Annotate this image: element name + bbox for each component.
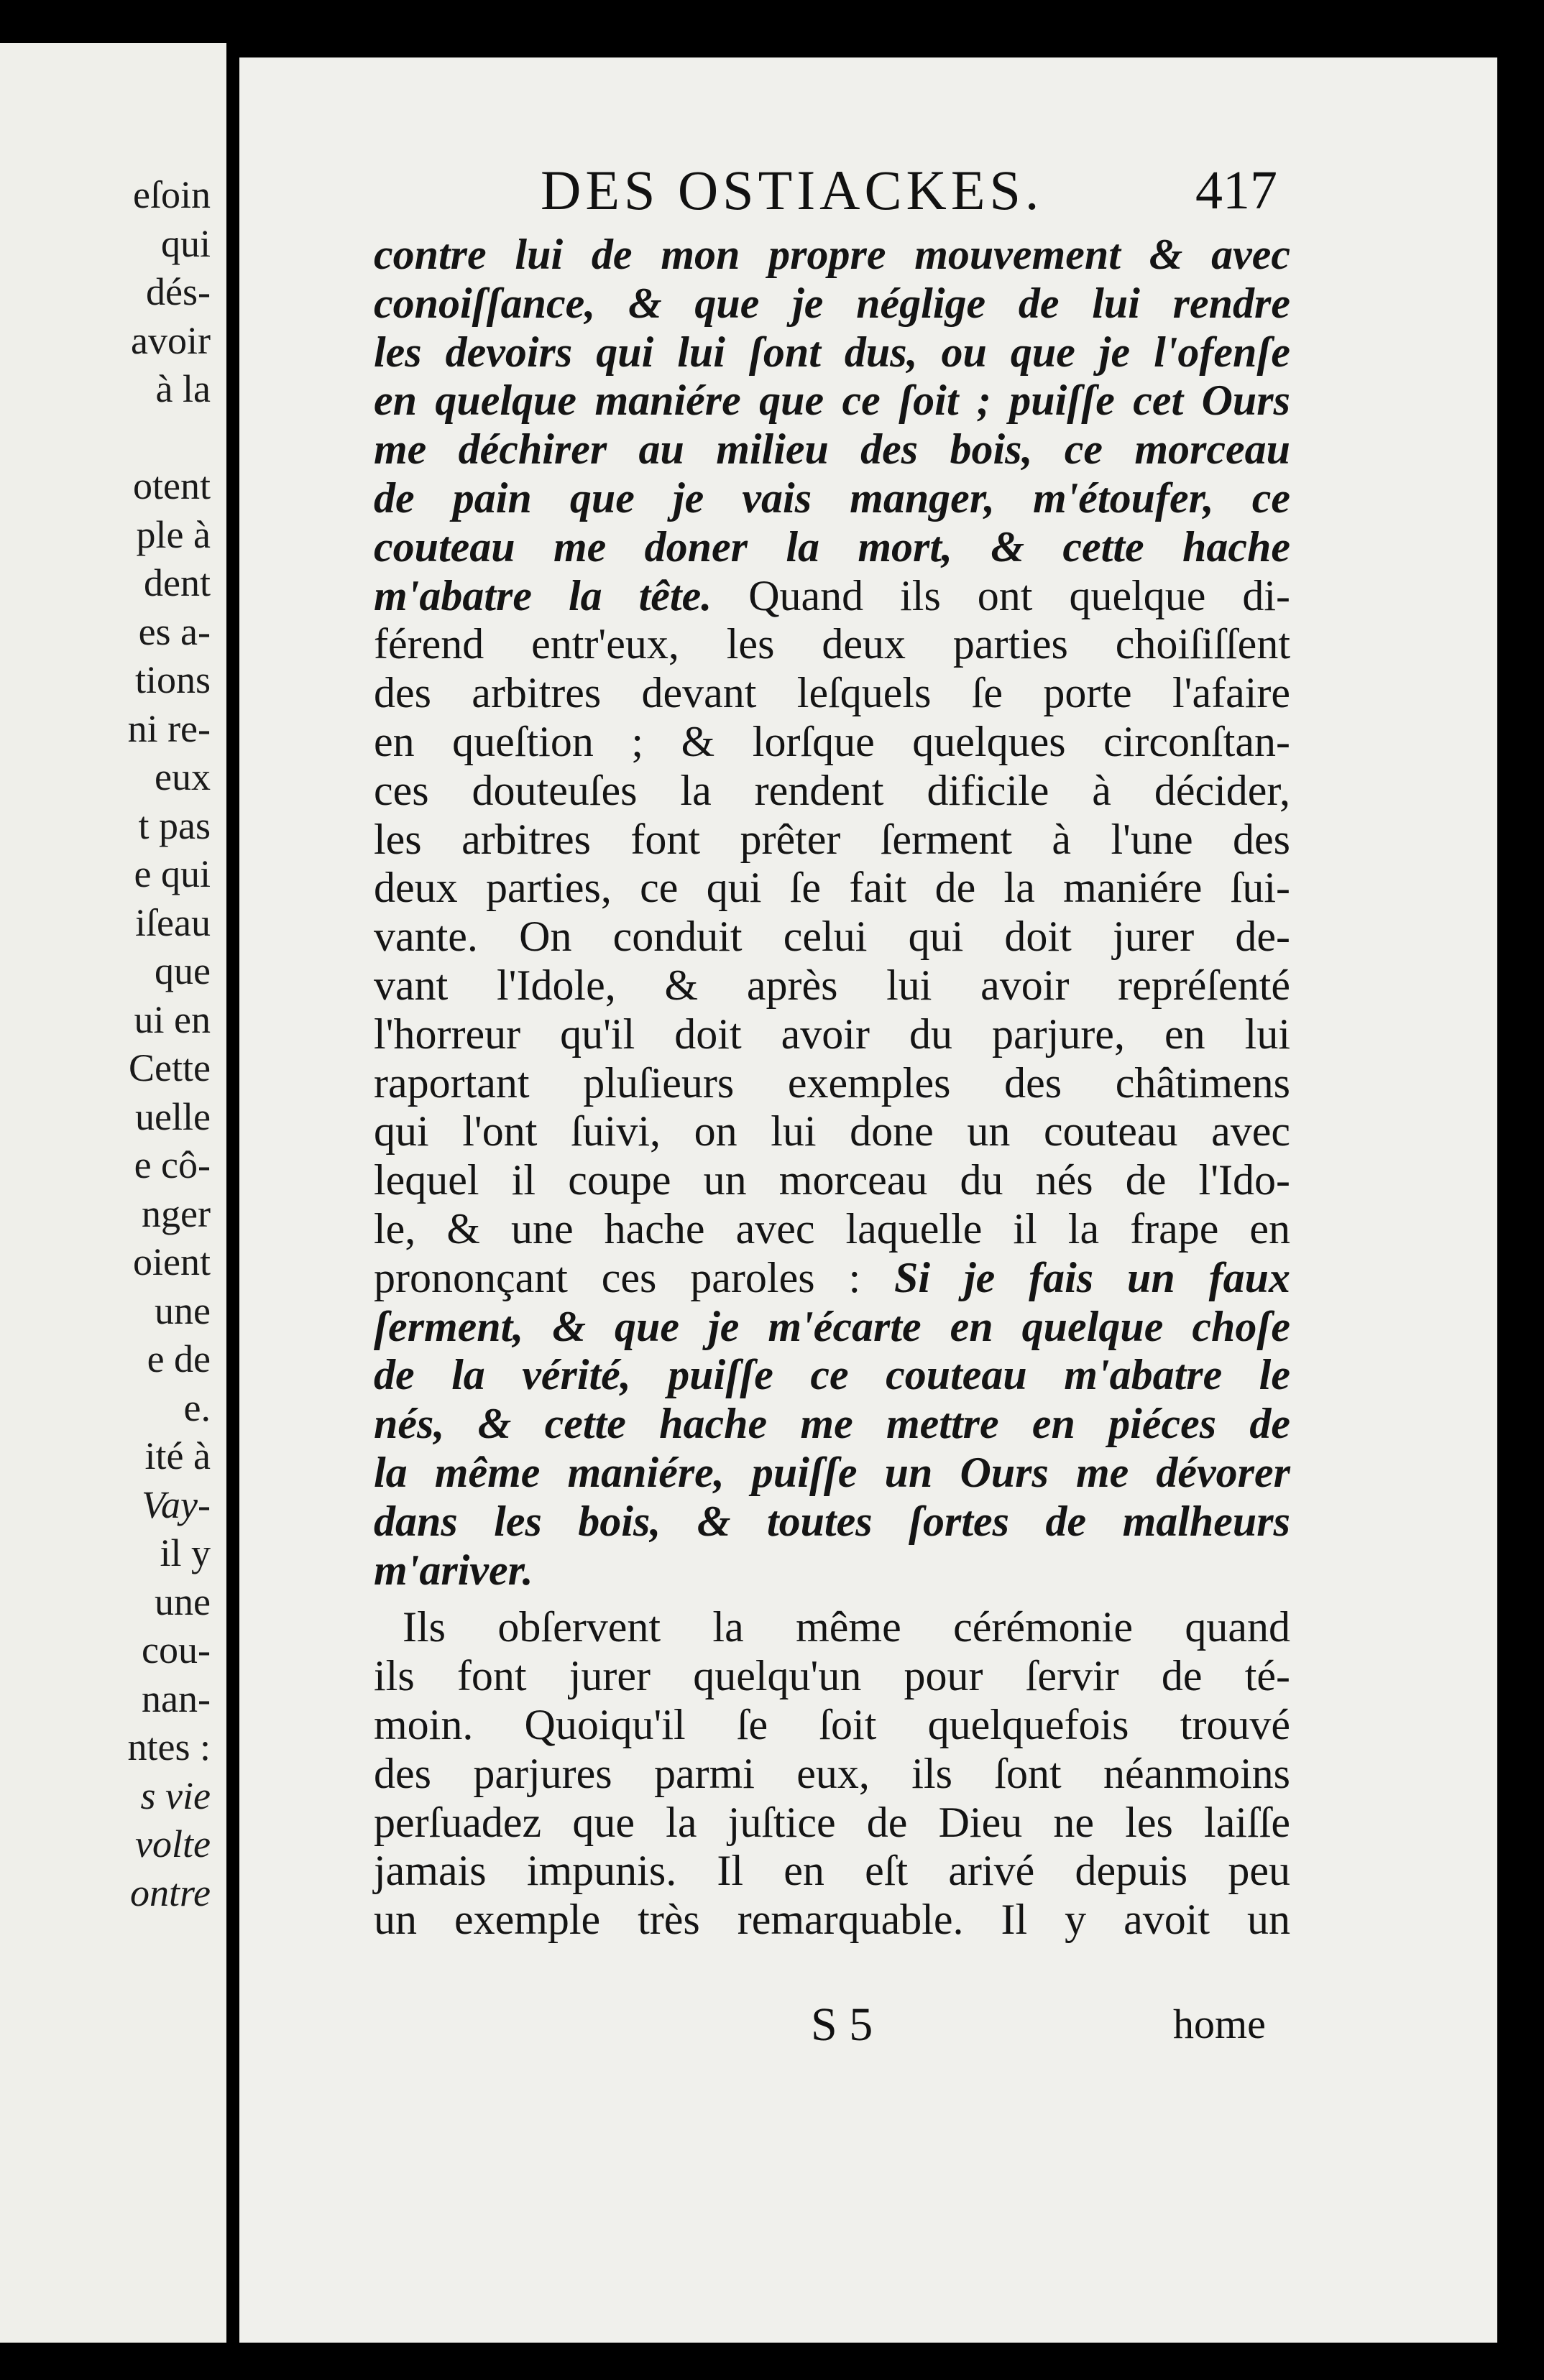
text-line xyxy=(374,863,1290,912)
italic-text: nés, & cette hache me mettre en piéces de xyxy=(374,1400,1290,1448)
left-page-fragment: iſeau xyxy=(135,900,211,944)
left-page-fragment: ontre xyxy=(130,1871,211,1914)
text-line xyxy=(374,1798,1290,1847)
left-page-fragment: ni re- xyxy=(127,706,211,750)
roman-text: les arbitres font prêter ſerment à l'une des xyxy=(374,815,1290,863)
roman-text: qui l'ont ſuivi, on lui done un couteau avec xyxy=(374,1107,1290,1156)
text-line xyxy=(374,1058,1290,1107)
text-line xyxy=(374,1895,1290,1944)
roman-text: un exemple très remarquable. Il y avoit un xyxy=(374,1896,1290,1944)
roman-text: férend entr'eux, les deux parties choiſiſſent xyxy=(374,620,1290,668)
running-head: DES OSTIACKES. xyxy=(541,159,1044,221)
left-page-fragment: tions xyxy=(134,658,211,701)
left-page-fragment: e qui xyxy=(134,852,211,895)
text-line xyxy=(374,1253,1290,1302)
left-page-fragment: nan- xyxy=(142,1676,211,1720)
text-line xyxy=(374,1749,1290,1798)
italic-text: m'abatre la tête. xyxy=(374,571,712,619)
roman-text: jamais impunis. Il en eſt arivé depuis peu xyxy=(374,1847,1290,1895)
left-page-fragment: eux xyxy=(155,755,211,798)
roman-text: Quand ils ont quelque di- xyxy=(712,571,1290,619)
roman-text: des arbitres devant leſquels ſe porte l'afaire xyxy=(374,669,1290,717)
italic-text: couteau me doner la mort, & cette hache xyxy=(374,522,1290,571)
text-line xyxy=(374,619,1290,668)
text-line xyxy=(374,230,1290,279)
roman-text: lequel il coupe un morceau du nés de l'Ido- xyxy=(374,1156,1290,1204)
roman-text: en queſtion ; & lorſque quelques circonſtan- xyxy=(374,718,1290,765)
left-page-fragment: cou- xyxy=(142,1628,211,1671)
text-line xyxy=(374,1156,1290,1204)
left-page-fragment: ui en xyxy=(134,997,211,1041)
text-line xyxy=(374,1651,1290,1700)
roman-text: prononçant ces paroles : xyxy=(374,1253,861,1301)
left-page-fragment: avoir xyxy=(131,318,211,362)
roman-text: vant l'Idole, & après lui avoir repréſenté xyxy=(374,961,1290,1009)
roman-text: ces douteuſes la rendent dificile à décider, xyxy=(374,766,1290,814)
text-line xyxy=(374,425,1290,474)
text-line xyxy=(374,1846,1290,1895)
text-line xyxy=(374,522,1290,571)
left-page-fragment: une xyxy=(155,1579,211,1623)
italic-text: de la vérité, puiſſe ce couteau m'abatre le xyxy=(374,1351,1290,1399)
text-line xyxy=(374,668,1290,717)
left-page-fragment: otent xyxy=(133,464,211,507)
text-line xyxy=(374,1546,1290,1595)
text-line xyxy=(374,961,1290,1010)
italic-text: conoiſſance, & que je néglige de lui rendre xyxy=(374,279,1290,327)
roman-text: deux parties, ce qui ſe fait de la maniére ſui- xyxy=(374,864,1290,912)
left-page-fragment: nger xyxy=(142,1191,211,1235)
left-page-fragment: volte xyxy=(135,1822,211,1865)
roman-text: moin. Quoiqu'il ſe ſoit quelquefois trouvé xyxy=(374,1701,1290,1748)
text-line xyxy=(374,766,1290,815)
left-page-fragment: s vie xyxy=(140,1774,211,1817)
text-line xyxy=(374,815,1290,864)
italic-text: la même maniére, puiſſe un Ours me dévorer xyxy=(374,1449,1290,1496)
text-line xyxy=(374,1350,1290,1399)
text-line xyxy=(374,279,1290,328)
left-page-fragment: qui xyxy=(160,221,211,265)
left-page-fragment: une xyxy=(155,1288,211,1332)
left-page-fragment: à la xyxy=(155,367,211,410)
text-line xyxy=(374,571,1290,620)
text-line xyxy=(374,1700,1290,1749)
left-page-fragment: ité à xyxy=(144,1434,211,1477)
text-line xyxy=(374,1107,1290,1156)
text-line xyxy=(374,376,1290,425)
italic-text: m'ariver. xyxy=(374,1546,533,1594)
catchword: home xyxy=(1173,2001,1266,2047)
left-page-fragment: eſoin xyxy=(133,173,211,216)
italic-text: ſerment, & que je m'écarte en quelque choſe xyxy=(374,1302,1290,1350)
left-page-fragment: oient xyxy=(133,1240,211,1283)
italic-text: de pain que je vais manger, m'étoufer, ce xyxy=(374,474,1290,522)
left-page-fragment: t pas xyxy=(138,803,211,847)
text-line xyxy=(374,1204,1290,1253)
left-page-fragment: dent xyxy=(144,561,211,604)
left-page-fragment: dés- xyxy=(146,270,211,313)
left-page-fragment: ple à xyxy=(136,512,211,556)
roman-text: Ils obſervent la même cérémonie quand xyxy=(403,1603,1290,1651)
left-page-fragment: Vay- xyxy=(142,1482,211,1526)
italic-text: contre lui de mon propre mouvement & avec xyxy=(374,231,1290,278)
left-page-fragment: e. xyxy=(183,1385,211,1429)
left-page-fragment: ntes : xyxy=(127,1725,211,1768)
left-page-fragment: uelle xyxy=(135,1094,211,1138)
roman-text: vante. On conduit celui qui doit jurer de- xyxy=(374,913,1290,961)
roman-text: des parjures parmi eux, ils ſont néanmoins xyxy=(374,1749,1290,1797)
text-line xyxy=(374,1302,1290,1351)
signature-mark: S 5 xyxy=(811,1998,873,2051)
roman-text: l'horreur qu'il doit avoir du parjure, en lui xyxy=(374,1010,1290,1058)
text-line xyxy=(374,912,1290,961)
roman-text: perſuadez que la juſtice de Dieu ne les laiſſe xyxy=(374,1798,1290,1846)
text-line xyxy=(374,1399,1290,1448)
text-line xyxy=(374,1497,1290,1546)
left-page-fragment: es a- xyxy=(138,609,211,653)
left-page-fragment: il y xyxy=(160,1531,211,1574)
roman-text: le, & une hache avec laquelle il la frape en xyxy=(374,1205,1290,1253)
text-line xyxy=(374,1602,1290,1651)
left-page-fragment: e cô- xyxy=(134,1143,211,1186)
text-line xyxy=(374,1010,1290,1058)
roman-text: raportant pluſieurs exemples des châtimens xyxy=(374,1058,1290,1107)
text-line xyxy=(374,717,1290,766)
text-line xyxy=(374,1448,1290,1497)
text-line xyxy=(374,328,1290,377)
italic-text: Si je fais un faux xyxy=(860,1253,1290,1301)
roman-text: ils font jurer quelqu'un pour ſervir de té- xyxy=(374,1652,1290,1700)
italic-text: les devoirs qui lui ſont dus, ou que je l'ofenſe xyxy=(374,328,1290,376)
left-page-fragment: e de xyxy=(147,1337,211,1380)
text-line xyxy=(374,474,1290,522)
italic-text: en quelque maniére que ce ſoit ; puiſſe cet Ours xyxy=(374,377,1290,425)
italic-text: me déchirer au milieu des bois, ce morceau xyxy=(374,425,1290,474)
left-page-fragment: Cette xyxy=(129,1046,211,1089)
page-number: 417 xyxy=(1195,160,1277,221)
italic-text: dans les bois, & toutes ſortes de malheurs xyxy=(374,1497,1290,1545)
left-page-fragment: que xyxy=(155,949,211,992)
